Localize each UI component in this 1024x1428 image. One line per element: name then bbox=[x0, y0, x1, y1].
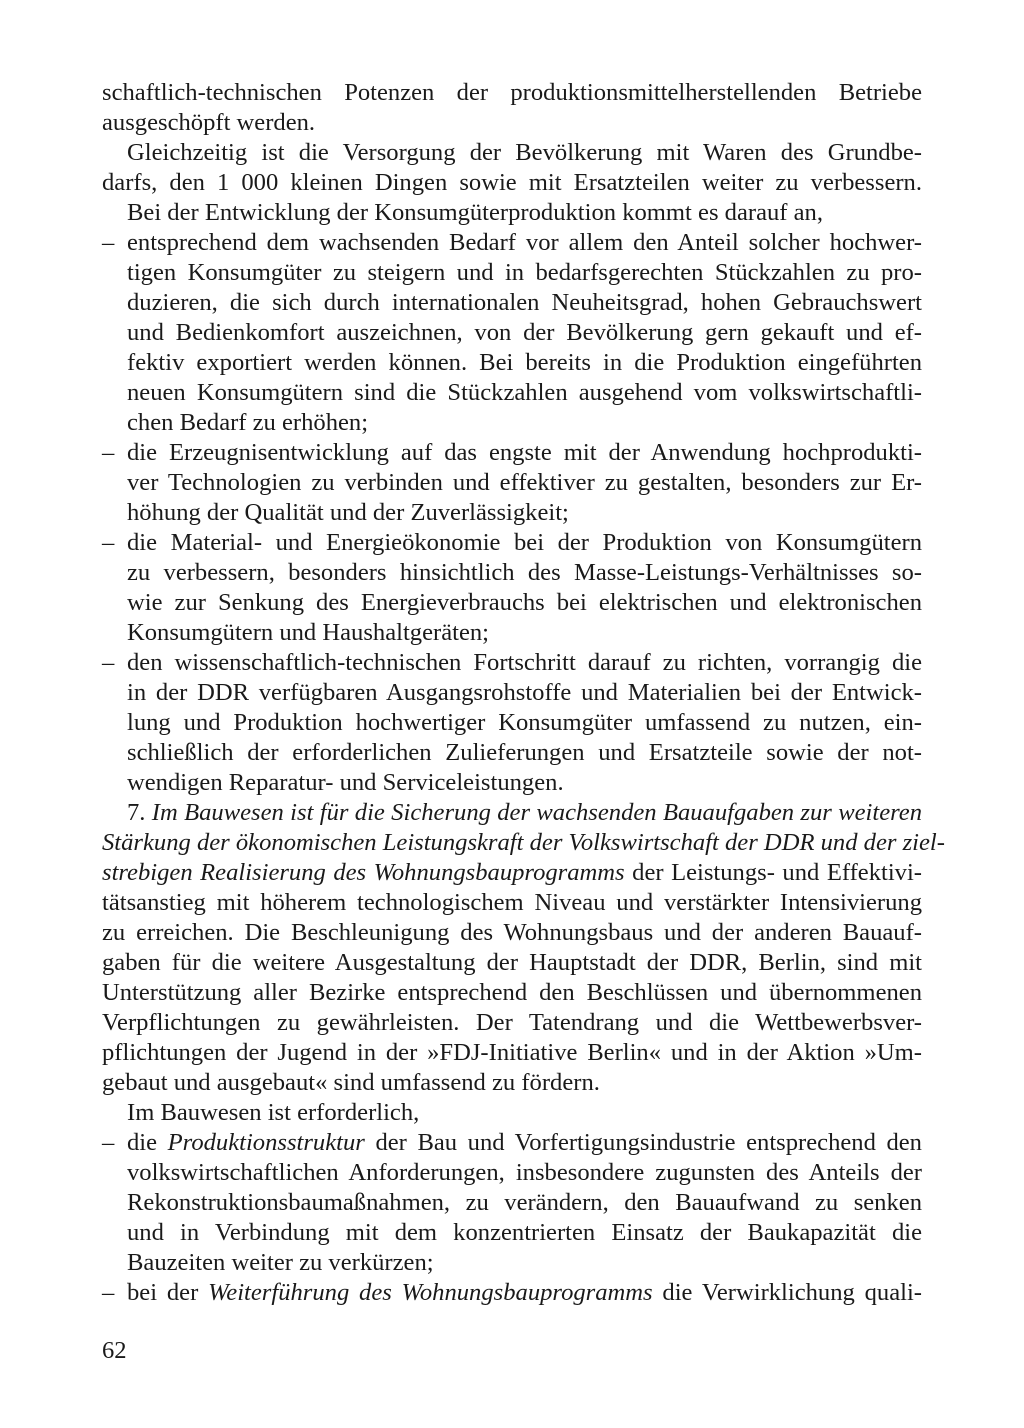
text-line: Bauzeiten weiter zu verkürzen; bbox=[127, 1249, 434, 1276]
text-line: fektiv exportiert werden können. Bei bereits in die Produktion eingeführten bbox=[127, 349, 922, 376]
text-line: den wissenschaftlich-technischen Fortschritt darauf zu richten, vorrangig die bbox=[127, 649, 922, 676]
text-line: chen Bedarf zu erhöhen; bbox=[127, 409, 369, 436]
text-line: Rekonstruktionsbaumaßnahmen, zu verändern, den Bauaufwand zu senken bbox=[127, 1189, 922, 1216]
text-line: Bei der Entwicklung der Konsumgüterproduktion kommt es darauf an, bbox=[127, 199, 823, 226]
text-line: wendigen Reparatur- und Serviceleistungen. bbox=[127, 769, 564, 796]
text-line: Unterstützung aller Bezirke entsprechend den Beschlüssen und übernommenen bbox=[102, 979, 922, 1006]
text-run: die Verwirklichung quali- bbox=[652, 1279, 922, 1306]
text-line: wie zur Senkung des Energieverbrauchs bei elektrischen und elektronischen bbox=[127, 589, 922, 616]
text-line: die Erzeugnisentwicklung auf das engste mit der Anwendung hochprodukti- bbox=[127, 439, 922, 466]
text-line: tätsanstieg mit höherem technologischem Niveau und verstärkter Intensivierung bbox=[102, 889, 922, 916]
text-line: darfs, den 1 000 kleinen Dingen sowie mit Ersatzteilen weiter zu verbessern. bbox=[102, 169, 922, 196]
text-run: die bbox=[127, 1129, 168, 1156]
text-line: gaben für die weitere Ausgestaltung der Hauptstadt der DDR, Berlin, sind mit bbox=[102, 949, 922, 976]
text-line: gebaut und ausgebaut« sind umfassend zu fördern. bbox=[102, 1069, 600, 1096]
list-item bbox=[102, 648, 922, 678]
text-line: tigen Konsumgüter zu steigern und in bedarfsgerechten Stückzahlen zu pro- bbox=[127, 259, 922, 286]
text-line: duzieren, die sich durch internationalen Neuheitsgrad, hohen Gebrauchswert bbox=[127, 289, 922, 316]
dash-bullet: – bbox=[102, 529, 115, 556]
section-number: 7. bbox=[127, 799, 152, 826]
text-line: ausgeschöpft werden. bbox=[102, 109, 316, 136]
text-run: bei der bbox=[127, 1279, 209, 1306]
dash-bullet: – bbox=[102, 1279, 115, 1306]
text-line: lung und Produktion hochwertiger Konsumgüter umfassend zu nutzen, ein- bbox=[127, 709, 922, 736]
text-run: der Leistungs- und Effektivi- bbox=[624, 859, 923, 886]
list-item bbox=[102, 438, 922, 468]
text-line: und in Verbindung mit dem konzentrierten Einsatz der Baukapazität die bbox=[127, 1219, 922, 1246]
text-line: entsprechend dem wachsenden Bedarf vor allem den Anteil solcher hochwer- bbox=[127, 229, 922, 256]
text-line: volkswirtschaftlichen Anforderungen, insbesondere zugunsten des Anteils der bbox=[127, 1159, 922, 1186]
text-line: schaftlich-technischen Potenzen der produktionsmittelherstellenden Betriebe bbox=[102, 79, 922, 106]
page-number: 62 bbox=[102, 1337, 127, 1364]
text-run: der Bau und Vorfertigungsindustrie entsprechend den bbox=[364, 1129, 922, 1156]
text-line: höhung der Qualität und der Zuverlässigkeit; bbox=[127, 499, 569, 526]
emphasis-text: Im Bauwesen ist für die Sicherung der wachsenden Bauaufgaben zur weiteren bbox=[151, 799, 922, 826]
list-item bbox=[102, 1278, 922, 1308]
text-line bbox=[102, 858, 922, 888]
text-line: schließlich der erforderlichen Zulieferungen und Ersatzteile sowie der not- bbox=[127, 739, 922, 766]
page-body bbox=[102, 78, 945, 1308]
list-item bbox=[102, 528, 922, 558]
text-line: neuen Konsumgütern sind die Stückzahlen ausgehend vom volkswirtschaftli- bbox=[127, 379, 922, 406]
text-line: Verpflichtungen zu gewährleisten. Der Tatendrang und die Wettbewerbsver- bbox=[102, 1009, 922, 1036]
dash-bullet: – bbox=[102, 439, 115, 466]
list-item bbox=[102, 228, 922, 258]
dash-bullet: – bbox=[102, 229, 115, 256]
text-line: die Material- und Energieökonomie bei der Produktion von Konsumgütern bbox=[127, 529, 922, 556]
text-line: Im Bauwesen ist erforderlich, bbox=[127, 1099, 420, 1126]
emphasis-text: Produktionsstruktur bbox=[167, 1129, 365, 1156]
text-line: zu verbessern, besonders hinsichtlich des Masse-Leistungs-Verhältnisses so- bbox=[127, 559, 922, 586]
text-line bbox=[102, 828, 945, 858]
text-line: in der DDR verfügbaren Ausgangsrohstoffe und Materialien bei der Entwick- bbox=[127, 679, 922, 706]
list-item bbox=[102, 1128, 922, 1158]
text-line: zu erreichen. Die Beschleunigung des Wohnungsbaus und der anderen Bauauf- bbox=[102, 919, 922, 946]
text-line: und Bedienkomfort auszeichnen, von der Bevölkerung gern gekauft und ef- bbox=[127, 319, 922, 346]
text-line: ver Technologien zu verbinden und effektiver zu gestalten, besonders zur Er- bbox=[127, 469, 922, 496]
emphasis-text: strebigen Realisierung des Wohnungsbauprogramms bbox=[102, 859, 625, 886]
text-line bbox=[102, 798, 922, 828]
dash-bullet: – bbox=[102, 1129, 115, 1156]
emphasis-text: Weiterführung des Wohnungsbauprogramms bbox=[208, 1279, 653, 1306]
dash-bullet: – bbox=[102, 649, 115, 676]
emphasis-text: Stärkung der ökonomischen Leistungskraft der Volkswirtschaft der DDR und der ziel- bbox=[102, 829, 945, 856]
text-line: Gleichzeitig ist die Versorgung der Bevölkerung mit Waren des Grundbe- bbox=[127, 139, 922, 166]
text-line: Konsumgütern und Haushaltgeräten; bbox=[127, 619, 489, 646]
text-line: pflichtungen der Jugend in der »FDJ-Initiative Berlin« und in der Aktion »Um- bbox=[102, 1039, 922, 1066]
